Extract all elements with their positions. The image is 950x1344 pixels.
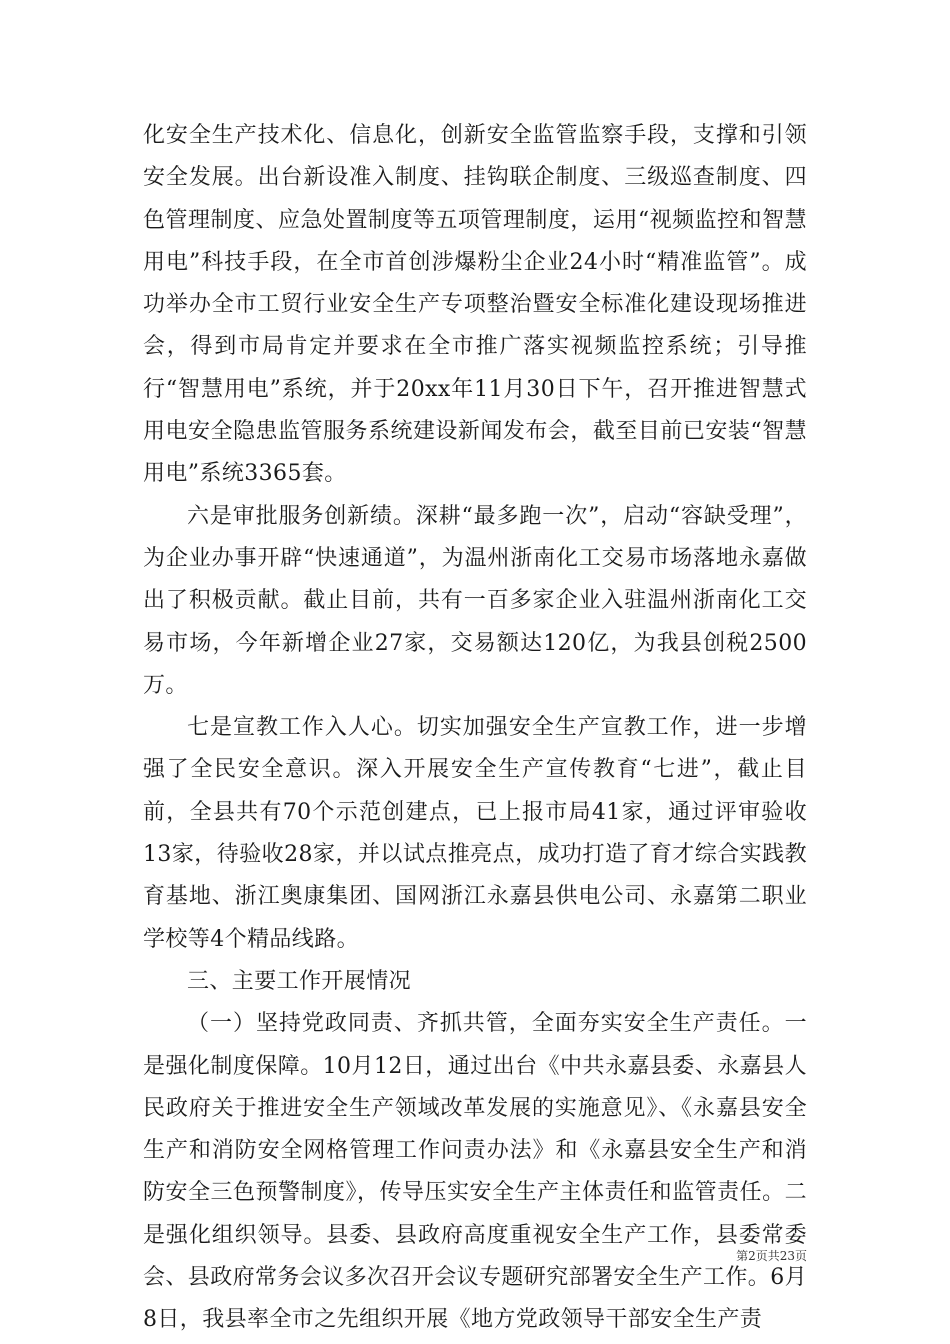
- paragraph-publicity-education: 七是宣教工作入人心。切实加强安全生产宣教工作，进一步增强了全民安全意识。深入开展安全生产宣传教育“七进”，截止目前，全县共有70个示范创建点，已上报市局41家，通过评审验收13家，待验收28家，并以试点推亮点，成功打造了育才综合实践教育基地、浙江奥康集团、国网浙江永嘉县供电公司、永嘉第二职业学校等4个精品线路。: [143, 715, 807, 952]
- paragraph-party-responsibility: （一）坚持党政同责、齐抓共管，全面夯实安全生产责任。一是强化制度保障。10月12日，通过出台《中共永嘉县委、永嘉县人民政府关于推进安全生产领域改革发展的实施意见》、《永嘉县安全生产和消防安全网格管理工作问责办法》和《永嘉县安全生产和消防安全三色预警制度》，传导压实安全生产主体责任和监管责任。二是强化组织领导。县委、县政府高度重视安全生产工作，县委常委会、县政府常务会议多次召开会议专题研究部署安全生产工作。6月8日，我县率全市之先组织开展《地方党政领导干部安全生产责: [143, 1011, 807, 1333]
- paragraph-continuation: 化安全生产技术化、信息化，创新安全监管监察手段，支撑和引领安全发展。出台新设准入制度、挂钩联企制度、三级巡查制度、四色管理制度、应急处置制度等五项管理制度，运用“视频监控和智慧用电”科技手段，在全市首创涉爆粉尘企业24小时“精准监管”。成功举办全市工贸行业安全生产专项整治暨安全标准化建设现场推进会，得到市局肯定并要求在全市推广落实视频监控系统；引导推行“智慧用电”系统，并于20xx年11月30日下午，召开推进智慧式用电安全隐患监管服务系统建设新闻发布会，截至目前已安装“智慧用电”系统3365套。: [143, 123, 807, 487]
- section-heading-main-work: 三、主要工作开展情况: [187, 968, 412, 994]
- paragraph-approval-service: 六是审批服务创新绩。深耕“最多跑一次”，启动“容缺受理”，为企业办事开辟“快速通道”，为温州浙南化工交易市场落地永嘉做出了积极贡献。截止目前，共有一百多家企业入驻温州浙南化工交易市场，今年新增企业27家，交易额达120亿，为我县创税2500万。: [143, 503, 807, 698]
- page-number-footer: 第2页共23页: [736, 1249, 807, 1263]
- document-body: [143, 115, 807, 1342]
